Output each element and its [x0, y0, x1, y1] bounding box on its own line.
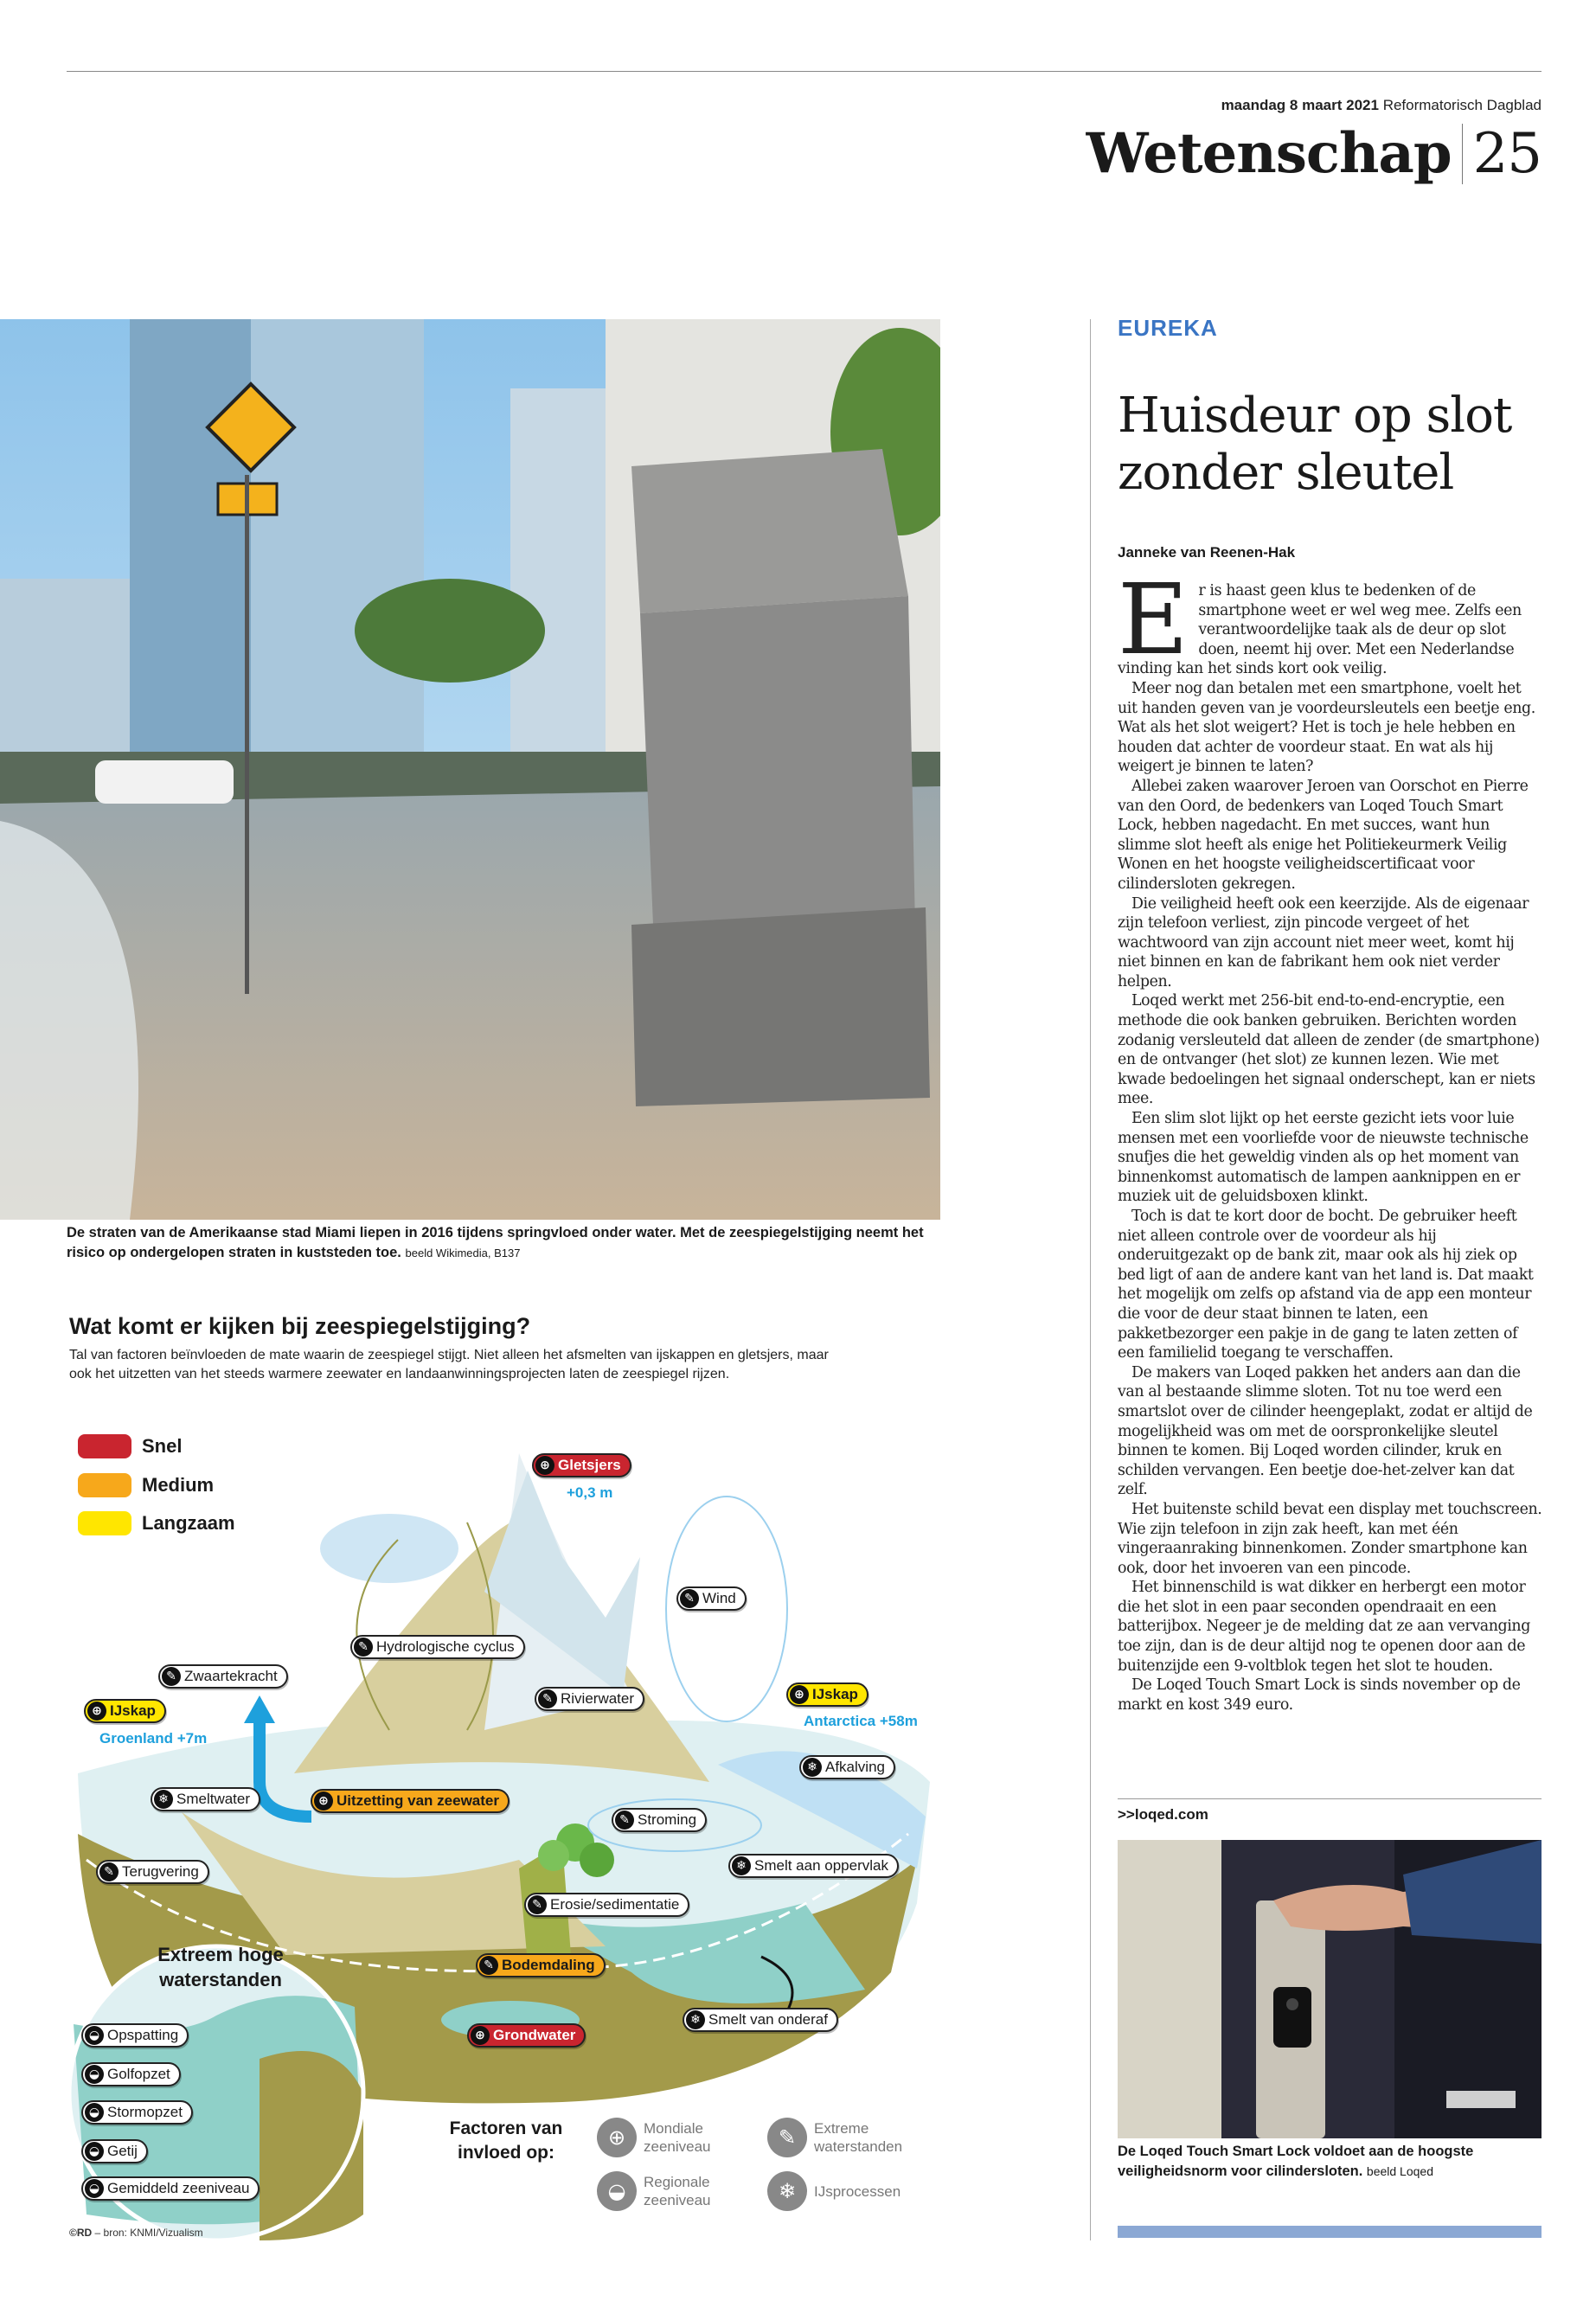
gletsjers-value: +0,3 m — [567, 1484, 613, 1501]
paper-name: Reformatorisch Dagblad — [1382, 97, 1542, 113]
swatch-yellow — [78, 1511, 131, 1535]
label-text: Bodemdaling — [502, 1957, 595, 1973]
legend-label: Langzaam — [142, 1512, 235, 1534]
pin-icon — [479, 1956, 498, 1975]
label-text: IJskap — [812, 1686, 858, 1702]
paragraph: Die veiligheid heeft ook een keerzijde. Als de eigenaar zijn telefoon verliest, zijn pincode vergeet of het wachtwoord van zijn account niet meer weet, komt hij niet binnen en kan de fabrikant hem ook niet verder helpen. — [1118, 894, 1529, 990]
label-gemiddeld-zeeniveau — [81, 2176, 260, 2201]
source-credit — [69, 2227, 203, 2239]
label-text: Smelt aan oppervlak — [754, 1857, 888, 1874]
factor-title-line: Factoren van — [449, 2118, 563, 2138]
section-header — [1086, 121, 1542, 186]
label-text: Erosie/sedimentatie — [550, 1896, 680, 1913]
pin-icon: ✎ — [767, 2118, 807, 2157]
wave-icon — [85, 2103, 104, 2122]
paragraph: De makers van Loqed pakken het anders aan dan die van al bestaande slimme sloten. Tot nu toe werd een smartslot over de cilinder heengeplakt, zodat er altijd de mogelijkheid was om met de oorspronkelijke sleutel binnen te komen. Bij Loqed worden cilinder, kruk en schilden vervangen. Een beetje doe-het-zelver kan dat zelf. — [1118, 1363, 1533, 1499]
label-text: Getij — [107, 2143, 138, 2159]
extreme-title-line: Extreem hoge — [157, 1944, 284, 1965]
swatch-orange — [78, 1473, 131, 1497]
label-stormopzet — [81, 2100, 193, 2125]
factor-regionale — [597, 2171, 711, 2211]
bottom-accent-bar — [1118, 2226, 1542, 2238]
label-text: Stormopzet — [107, 2104, 183, 2120]
column-divider — [1090, 319, 1091, 2240]
paragraph: Toch is dat te kort door de bocht. De gebruiker heeft niet alleen controle over de voordeur als hij onderuitgezakt op de bank zit, maar ook als hij ziek op bed ligt of aan de andere kant van het land is. Dat maakt het mogelijk om zelfs op afstand via de app een monteur die voor de deur staat binnen te laten, een pakketbezorger een pakje in de gang te laten zetten of een familielid toegang te verschaffen. — [1118, 1208, 1534, 1362]
factor-text: zeeniveau — [644, 2192, 711, 2208]
factor-text: Extreme — [814, 2120, 869, 2137]
label-smeltwater — [151, 1787, 260, 1811]
pin-icon — [99, 1862, 119, 1881]
kicker: EUREKA — [1118, 315, 1218, 341]
paragraph: Allebei zaken waarover Jeroen van Oorschot en Pierre van den Oord, de bedenkers van Loqed Touch Smart Lock, hebben nagedacht. En met succes, want hun slimme slot heeft als enige het Politiekeurmerk Veilig Wonen en het hoogste veiligheidscertificaat voor cilindersloten gekregen. — [1118, 777, 1529, 893]
factor-text: zeeniveau — [644, 2138, 711, 2155]
legend-langzaam — [78, 1511, 235, 1535]
label-bodemdaling — [476, 1953, 606, 1977]
section-title: Wetenschap — [1086, 121, 1452, 186]
snowflake-icon — [686, 2010, 705, 2029]
wave-icon — [85, 2065, 104, 2084]
pin-icon — [354, 1638, 373, 1657]
wave-icon — [85, 2142, 104, 2161]
factor-text: Regionale — [644, 2174, 710, 2190]
factor-mondiale — [597, 2118, 711, 2157]
globe-icon — [87, 1702, 106, 1721]
label-hydrologische-cyclus — [350, 1635, 525, 1659]
loqed-link[interactable]: >>loqed.com — [1118, 1806, 1208, 1823]
label-opspatting — [81, 2023, 189, 2048]
label-text: Afkalving — [825, 1759, 885, 1775]
wave-icon — [85, 2026, 104, 2045]
wave-icon — [85, 2179, 104, 2198]
label-ijskap-groenland — [84, 1699, 166, 1723]
factor-ijsprocessen — [767, 2171, 901, 2211]
divider — [1118, 1798, 1542, 1799]
label-text: Terugvering — [122, 1863, 199, 1880]
page-number: 25 — [1472, 121, 1542, 186]
extreme-title-line: waterstanden — [159, 1969, 282, 1990]
label-ijskap-antarctica — [786, 1682, 869, 1707]
label-smelt-onderaf — [683, 2008, 838, 2032]
legend-snel — [78, 1434, 182, 1458]
caption-text: De straten van de Amerikaanse stad Miami liepen in 2016 tijdens springvloed onder water. Met de zeespiegelstijging neemt het risico op ondergelopen straten in kuststeden toe. — [67, 1225, 924, 1260]
label-grondwater — [467, 2023, 586, 2048]
globe-icon: ⊕ — [597, 2118, 637, 2157]
top-rule — [67, 71, 1542, 72]
label-text: IJskap — [110, 1702, 156, 1719]
label-text: Uitzetting van zeewater — [337, 1792, 499, 1809]
paragraph: Het buitenste schild bevat een display met touchscreen. Wie zijn telefoon in zijn zak heeft, kan met één vingeraanraking binnenkomen. Zonder smartphone kan ook, door het invoeren van een pincode. — [1118, 1500, 1542, 1577]
factor-extreme — [767, 2118, 902, 2157]
photo-credit: beeld Wikimedia, B137 — [405, 1247, 521, 1259]
label-getij — [81, 2139, 148, 2163]
label-text: Grondwater — [493, 2027, 576, 2043]
label-afkalving — [799, 1755, 895, 1779]
antarctica-value: Antarctica +58m — [804, 1713, 918, 1729]
byline: Janneke van Reenen-Hak — [1118, 544, 1296, 561]
dateline — [1221, 97, 1542, 114]
label-text: Opspatting — [107, 2027, 179, 2043]
globe-icon — [471, 2026, 490, 2045]
globe-icon — [790, 1685, 809, 1704]
pin-icon — [528, 1895, 547, 1914]
label-erosie — [524, 1893, 689, 1917]
infographic-intro: Tal van factoren beïnvloeden de mate waarin de zeespiegel stijgt. Niet alleen het afsmelten van ijskappen en gletsjers, maar ook het uitzetten van het steeds warmere zeewater en landaanwinningsprojecten laten de zeespiegel rijzen. — [69, 1348, 829, 1381]
globe-icon — [314, 1791, 333, 1811]
source-brand: ©RD — [69, 2227, 93, 2239]
factor-legend-title — [433, 2117, 580, 2165]
smart-lock-photo — [1118, 1840, 1542, 2138]
label-text: Zwaartekracht — [184, 1668, 278, 1684]
label-text: Hydrologische cyclus — [376, 1638, 515, 1655]
legend-label: Snel — [142, 1435, 183, 1457]
wave-icon: ◒ — [597, 2171, 637, 2211]
label-text: Smeltwater — [176, 1791, 251, 1807]
label-text: Gletsjers — [558, 1457, 621, 1473]
label-wind — [676, 1586, 747, 1611]
paragraph — [1118, 564, 1543, 679]
factor-text: IJsprocessen — [814, 2182, 901, 2200]
paragraph: Het binnenschild is wat dikker en herbergt een motor die het slot in een paar seconden opendraait en een batterijbox. Negeer je de melding dat ze aan vervanging toe zijn, dan is de deur altijd nog te openen door aan de buitenzijde een 9-voltblok tegen het slot te houden. — [1118, 1579, 1530, 1675]
source-text: – bron: KNMI/Vizualism — [92, 2227, 203, 2239]
drop-cap: E — [1118, 564, 1189, 676]
factor-text: waterstanden — [814, 2138, 903, 2155]
legend-label: Medium — [142, 1474, 215, 1496]
snowflake-icon — [154, 1790, 173, 1809]
article-body — [1118, 564, 1543, 1715]
pin-icon — [538, 1689, 557, 1708]
globe-icon — [535, 1456, 554, 1475]
label-text: Rivierwater — [561, 1690, 635, 1707]
snowflake-icon — [803, 1758, 822, 1777]
paragraph: Loqed werkt met 256-bit end-to-end-encryptie, een methode die ook banken gebruiken. Berichten worden zodanig versleuteld dat alleen de zender (de smartphone) en de ontvanger (het slot) ze kunnen lezen. Wie met kwade bedoelingen het signaal onderschept, kan er niets mee. — [1118, 992, 1540, 1108]
photo-credit: beeld Loqed — [1366, 2164, 1433, 2178]
label-text: Gemiddeld zeeniveau — [107, 2180, 250, 2196]
factor-text: Mondiale — [644, 2120, 703, 2137]
label-text: Stroming — [638, 1811, 697, 1828]
label-rivierwater — [535, 1687, 644, 1711]
infographic-title: Wat komt er kijken bij zeespiegelstijging? — [69, 1313, 531, 1339]
label-text: Smelt van onderaf — [708, 2011, 828, 2028]
factor-title-line: invloed op: — [458, 2143, 554, 2163]
miami-flood-photo — [0, 319, 940, 1220]
headline: Huisdeur op slot zonder sleutel — [1118, 388, 1512, 501]
snowflake-icon — [732, 1856, 751, 1875]
photo-caption — [67, 1223, 940, 1263]
pin-icon — [680, 1589, 699, 1608]
paragraph-text: r is haast geen klus te bedenken of de smartphone weet er wel weg mee. Zelfs een verantwoordelijke taak als de deur op slot doen, neemt hij over. Met een Nederlandse vinding kan het sinds kort ook veilig. — [1118, 582, 1522, 678]
groenland-value: Groenland +7m — [99, 1730, 208, 1747]
date: maandag 8 maart 2021 — [1221, 97, 1379, 113]
legend-medium — [78, 1473, 214, 1497]
label-stroming — [612, 1808, 707, 1832]
extreme-title — [130, 1942, 311, 1992]
label-golfopzet — [81, 2062, 181, 2086]
snowflake-icon: ❄ — [767, 2171, 807, 2211]
label-gletsjers — [532, 1453, 631, 1477]
label-terugvering — [96, 1860, 209, 1884]
pin-icon — [615, 1811, 634, 1830]
swatch-red — [78, 1434, 131, 1458]
paragraph: Een slim slot lijkt op het eerste gezicht iets voor luie mensen met een voorliefde voor de nieuwste technische snufjes die het geweldig vinden als op het moment van binnenkomst automatisch de lampen aanknippen en er muziek uit de geluidsboxen klinkt. — [1118, 1110, 1529, 1206]
label-smelt-oppervlak — [728, 1854, 899, 1878]
pin-icon — [162, 1667, 181, 1686]
paragraph: De Loqed Touch Smart Lock is sinds november op de markt en kost 349 euro. — [1118, 1676, 1521, 1714]
label-uitzetting — [311, 1789, 510, 1813]
lock-photo-caption — [1118, 2142, 1542, 2182]
caption-text: De Loqed Touch Smart Lock voldoet aan de hoogste veiligheidsnorm voor cilindersloten. — [1118, 2144, 1474, 2179]
label-text: Golfopzet — [107, 2066, 170, 2082]
paragraph: Meer nog dan betalen met een smartphone, voelt het uit handen geven van je voordeursleutels een beetje eng. Wat als het slot weigert? Het is toch je hele hebben en houden dat achter de voordeur staat. En wat als hij weigert je binnen te laten? — [1118, 679, 1535, 776]
label-text: Wind — [702, 1590, 736, 1606]
label-zwaartekracht — [158, 1664, 288, 1689]
divider — [1462, 124, 1463, 184]
